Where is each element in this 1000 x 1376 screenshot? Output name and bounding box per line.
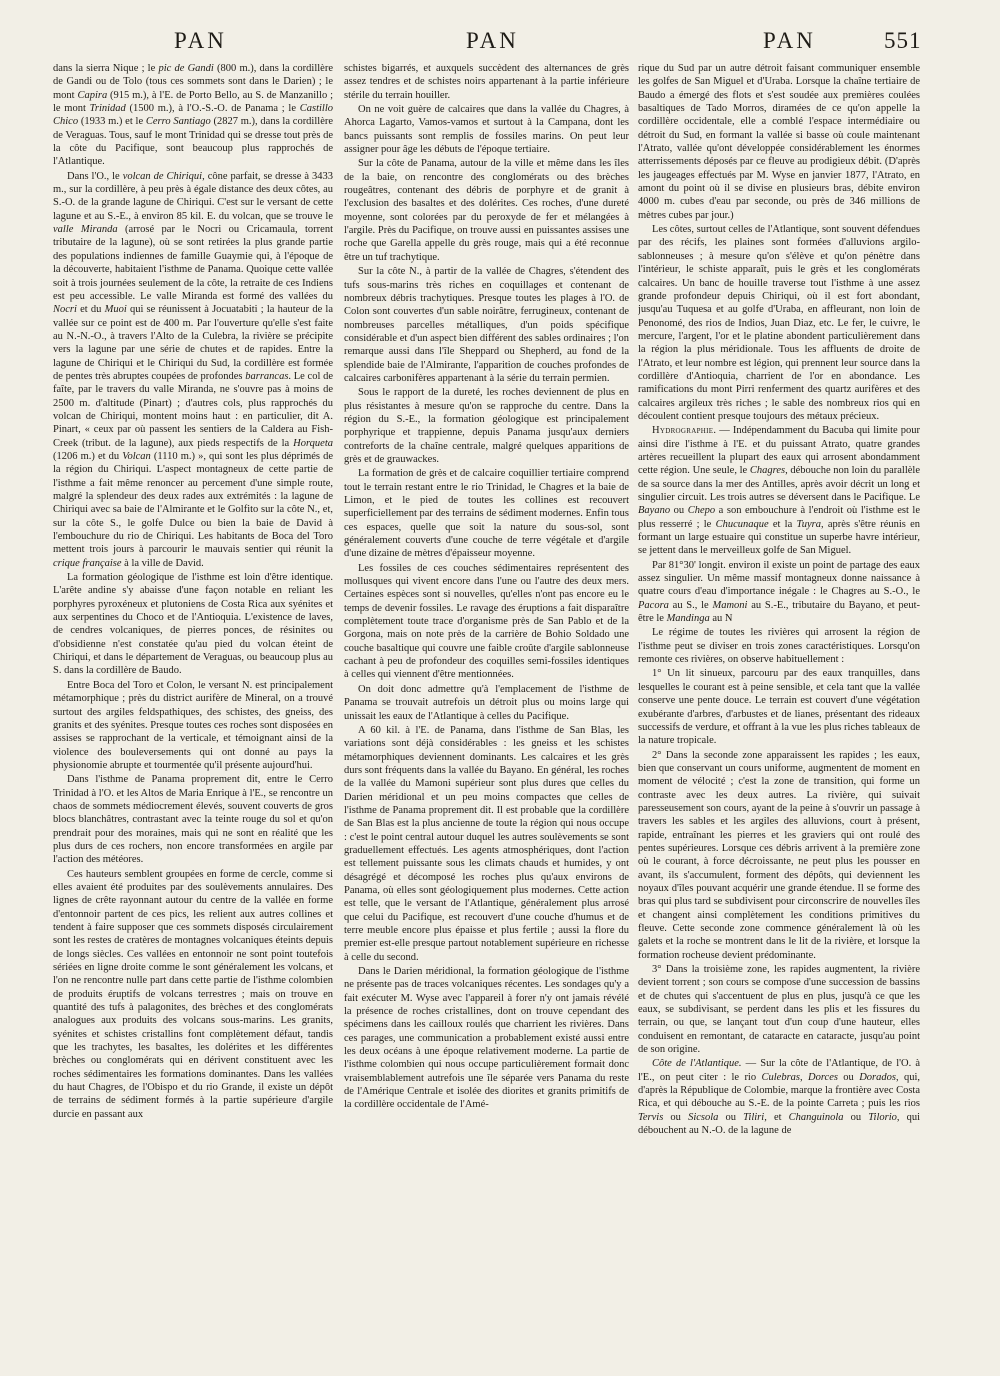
page-number: 551: [884, 28, 922, 53]
article-paragraph: On ne voit guère de calcaires que dans la vallée du Chagres, à Ahorca Lagarto, Vamos-vamos et surtout à la Campana, dont les bancs puissants sont remplis de fossiles marins. On peut leur assigner pour âge les débuts de l'époque tertiaire.: [344, 104, 629, 156]
article-paragraph: Par 81°30' longit. environ il existe un point de partage des eaux assez singulier. Un même massif montagneux donne naissance à quatre cours d'eau d'importance inégale : le Chagres au S.-O., le Pacora au S., le Mamoni au S.-E., tributaire du Bayano, et peut-être le Mandinga au N: [638, 559, 920, 625]
text-column-3: [638, 62, 920, 1352]
running-head: [0, 28, 1000, 58]
running-head-center: PAN: [466, 28, 519, 53]
article-paragraph: 3° Dans la troisième zone, les rapides augmentent, la rivière devient torrent ; son cours se compose d'une succession de bassins et de chutes qui s'accentuent de plus en plus, jusqu'à ce que les eaux, se subdivisant, se perdent dans les plis et les fissures du terrain, ou que, se lançant tout d'un coup d'une hauteur, elles conduisent en remontant, de cataracte en cataracte, jusqu'au point de son origine.: [638, 964, 920, 1056]
article-paragraph: schistes bigarrés, et auxquels succèdent des alternances de grès assez tendres et de schistes noirs appartenant à la partie inférieure stérile du terrain houiller.: [344, 63, 629, 101]
article-paragraph: Sous le rapport de la dureté, les roches deviennent de plus en plus résistantes à mesure qu'on se rapproche du centre. Dans la région du S.-E., la formation géologique est principalement porphyrique et trappienne, depuis Panama jusqu'aux derniers contreforts de la chaîne centrale, malgré quelques apparitions de grès et de grauwackes.: [344, 387, 629, 465]
article-paragraph: rique du Sud par un autre détroit faisant communiquer ensemble les golfes de San Miguel et d'Uraba. Lorsque la chaîne tertiaire de Baudo a émergé des flots et s'est soudée aux premières coulées basaltiques de Tado Morros, diramées de ce qu'on appelle la cordillère occidentale, elle a comblé l'espace intermédiaire ou détroit du Sud, en formant la vallée si basse où coule maintenant l'Atrato, vallée qu'ont développée considérablement les énormes atterrissements déposés par ce fleuve au prodigieux débit. (D'après les jaugeages effectués par M. Wyse en janvier 1877, l'Atrato, en amont du point où il se divise en plusieurs bras, débite environ 4000 m. cubes d'eau par seconde, ou près de 346 millions de mètres cubes par jour.): [638, 63, 920, 221]
article-paragraph: Hydrographie. — Indépendamment du Bacuba qui limite pour ainsi dire l'isthme à l'E. et du puissant Atrato, quatre grandes artères recueillent la plupart des eaux qui arrosent abondamment cette région. Une seule, le Chagres, débouche non loin du parallèle de sa source dans la mer des Antilles, après avoir décrit un long et singulier circuit. Les trois autres se déversent dans le Pacifique. Le Bayano ou Chepo a son embouchure à l'endroit où l'isthme est le plus resserré ; le Chucunaque et la Tuyra, après s'être réunis en formant un large estuaire qui constitue un superbe havre intérieur, se jettent dans le merveilleux golfe de San Miguel.: [638, 425, 920, 557]
running-head-left: PAN: [174, 28, 227, 53]
article-paragraph: Ces hauteurs semblent groupées en forme de cercle, comme si elles avaient été produites par des soulèvements annulaires. Des lignes de crête rayonnant autour du centre de la vallée en forme d'entonnoir partent de ces pics, les relient aux autres collines et tendent à faire supposer que ces sommets disposés circulairement sont les restes de cratères de montagnes volcaniques éteints depuis de longs siècles. Ces vallées en entonnoir ne sont point toutefois sériées en ligne droite comme le sont généralement les volcans, et l'on ne rencontre nulle part dans cette partie de l'isthme colombien de produits éruptifs de volcans terrestres ; mais on trouve en quantité des tufs à palagonites, des brèches et des conglomérats analogues aux produits des volcans sous-marins. Les granits, syénites et schistes cristallins font complètement défaut, tandis que les trachytes, les basaltes, les dolérites et les différentes brèches ou conglomérats qui en dérivent constituent avec les roches sédimentaires les formations dominantes. Dans les vallées du haut Chagres, de l'Obispo et du rio Grande, il existe un dépôt de terrains de sédiment formés à la partie supérieure d'argile durcie en passant aux: [53, 868, 333, 1120]
article-paragraph: Les fossiles de ces couches sédimentaires représentent des mollusques qui vivent encore dans l'une ou l'autre des deux mers. Certaines espèces sont si nouvelles, qu'elles n'ont pas encore eu le temps de devenir fossiles. Le ravage des éruptions a fait disparaître complètement toute trace d'organisme près de San Pablo et de la Gorgona, mais on note près de la carrière de Bohio Soldado une couche basaltique qui couvre une faible croûte d'argile sablonneuse cachant à peu de profondeur des coquilles semi-fossiles identiques à celles qui viennent d'être mentionnées.: [344, 562, 629, 681]
article-paragraph: Côte de l'Atlantique. — Sur la côte de l'Atlantique, de l'O. à l'E., on peut citer : le rio Culebras, Dorces ou Dorados, qui, d'après la République de Colombie, marque la frontière avec Costa Rica, et qui débouche au S.-E. de la pointe Carreta ; puis les rios Tervis ou Sicsola ou Tiliri, et Changuinola ou Tilorio, qui débouchent au N.-O. de la lagune de: [638, 1058, 920, 1137]
text-column-1: [53, 62, 333, 1352]
running-head-right: PAN: [763, 28, 816, 53]
article-paragraph: dans la sierra Nique ; le pic de Gandi (800 m.), dans la cordillère de Gandi ou de Tolo (tous ces sommets sont dans le Darien) ; le mont Capira (915 m.), à l'E. de Porto Bello, au S. de Manzanillo ; le mont Trinidad (1500 m.), à l'O.-S.-O. de Panama ; le Castillo Chico (1933 m.) et le Cerro Santiago (2827 m.), dans la cordillère de Veraguas. Tous, sauf le mont Trinidad qui se dresse tout près de la côte du Pacifique, sont beaucoup plus rapprochés de l'Atlantique.: [53, 63, 333, 168]
article-paragraph: 1° Un lit sinueux, parcouru par des eaux tranquilles, dans lesquelles le courant est à peine sensible, et cela tant que la vallée conserve une pente douce. Le terrain est couvert d'une végétation exubérante d'arbres, d'arbustes et de lianes, présentant des rideaux successifs de verdure, et offrant à la vue les plus riches tableaux de la nature tropicale.: [638, 668, 920, 747]
article-paragraph: Les côtes, surtout celles de l'Atlantique, sont souvent défendues par des récifs, les plaines sont formées d'alluvions argilo-sablonneuses ; à mesure qu'on s'élève et qu'on pénètre dans l'intérieur, le schiste apparaît, puis le grès et les conglomérats calcaires. Un banc de houille traverse tout l'isthme à une assez grande profondeur depuis Chiriqui, où il est fort abondant, jusqu'au Tuquesa et au golfe d'Uraba, en affleurant, non loin de Penonomé, des rios de Indios, Juan Diaz, etc. Le fer, le cuivre, le mercure, l'argent, l'or et le platine abondent particulièrement dans la région la plus méridionale. Tous les affluents de droite de l'Atrato, et leur nombre est légion, qui prennent leur source dans la cordillère d'Antioquia, charrient de l'or en abondance. Les ramifications du mont Pirri renferment des quartz aurifères et des calcaires argileux très riches ; le sable des nombreux rios qui en découlent contient presque toujours des métaux précieux.: [638, 224, 920, 422]
article-paragraph: Sur la côte N., à partir de la vallée de Chagres, s'étendent des tufs sous-marins très riches en coquillages et contenant de nombreux débris trachytiques. Presque toutes les plages à l'O. de Colon sont couvertes d'un sable noirâtre, ferrugineux, contenant de nombreuses parcelles métalliques, d'un poids spécifique considérable et d'un aspect bien différent des sables ordinaires ; l'on remarque aussi dans l'île Sheppard ou Shepherd, au fond de la splendide baie de l'Almirante, l'apparition de couches profondes de calcaires carbonifères appartenant à la série du terrain permien.: [344, 266, 629, 384]
article-paragraph: A 60 kil. à l'E. de Panama, dans l'isthme de San Blas, les variations sont déjà considérables : les gneiss et les schistes métamorphiques deviennent dominants. Les calcaires et les grès durs sont fréquents dans la vallée du Bayano. En général, les roches de la vallée du Mamoni supérieur sont plus dures que celles du Darien méridional et un peu moins compactes que celles de l'isthme de Panama proprement dit. Il est probable que la cordillère de San Blas est la plus ancienne de toute la région qui nous occupe : c'est le point central autour duquel les autres soulèvements se sont graduellement effectués. Les agents atmosphériques, dont l'action est tellement puissante sous les climats chauds et humides, y ont désagrégé et décomposé les roches plus qu'aux environs de Panama, où elles sont géologiquement plus modernes. Cette action est telle, que le versant de l'Atlantique, généralement plus arrosé que celui du Pacifique, est recouvert d'une couche d'humus et de terre meuble encore plus épaisse et plus fertile ; aussi la flore du premier est-elle presque partout notablement supérieure en richesse à celle du second.: [344, 724, 629, 963]
article-paragraph: Entre Boca del Toro et Colon, le versant N. est principalement métamorphique ; près du district aurifère de Mineral, on a trouvé surtout des argiles feldspathiques, des schistes, des gneiss, des granits et des syénites. Presque toutes ces roches sont disposées en assises se rapprochant de la verticale, et témoignant ainsi de la violence des bouleversements qui ont donné au pays la physionomie abrupte et tourmentée qu'il présente aujourd'hui.: [53, 679, 333, 771]
article-paragraph: La formation de grès et de calcaire coquillier tertiaire comprend tout le terrain restant entre le rio Trinidad, le Chagres et la baie de Limon, et le pied de toutes les collines est recouvert superficiellement par des terrains de sédiment modernes. Enfin tous ces espaces, quelle que soit la nature du sous-sol, sont généralement couverts d'une couche de terre végétale et d'argile d'une dizaine de mètres d'épaisseur moyenne.: [344, 468, 629, 560]
article-paragraph: Sur la côte de Panama, autour de la ville et même dans les îles de la baie, on rencontre des conglomérats ou des brèches rougeâtres, contenant des débris de porphyre et de granit à l'exclusion des basaltes et des dolérites. Ces roches, d'une dureté moyenne, sont colorées par du peroxyde de fer et mélangées à l'argile. Près du Pacifique, on trouve aussi en puissantes assises une roche que Garella appelle du grès rouge, mais qui a été reconnue être un tuf trachytique.: [344, 158, 629, 263]
article-paragraph: Le régime de toutes les rivières qui arrosent la région de l'isthme peut se diviser en trois zones caractéristiques. Lorsqu'on remonte ces rivières, on observe habituellement :: [638, 627, 920, 666]
text-column-2: [344, 62, 629, 1352]
article-paragraph: Dans le Darien méridional, la formation géologique de l'isthme ne présente pas de traces volcaniques récentes. Les sondages qu'y a fait exécuter M. Wyse avec l'appareil à forer n'y ont jamais révélé la présence de roches cristallines, dont on trouve cependant des spécimens dans les cailloux roulés que charrient les rivières. Dans ces parages, une communication a probablement existé aussi entre les deux océans à une époque relativement moderne. La partie de l'isthme colombien qui nous occupe particulièrement formait donc vraisemblablement autrefois une île séparée vers Panama du reste de l'Amérique Centrale et isolée des diorites et granits primitifs de la cordillère occidentale de l'Amé-: [344, 966, 629, 1111]
article-paragraph: 2° Dans la seconde zone apparaissent les rapides ; les eaux, bien que conservant un cours uniforme, augmentent de moment en moment de vélocité ; c'est la zone de transition, qui forme un contraste avec les deux autres. La rivière, qui suivait paresseusement son cours, ayant de la peine à s'ouvrir un passage à travers les sables et les argiles des alluvions, court à présent, rapide, entraînant les pierres et les graviers qui ont roulé des pentes supérieures. Lorsque ces débris arrivent à la première zone où le courant, à force décroissante, ne peut plus les pousser en avant, ils s'accumulent, forment des dépôts, qui deviennent les noyaux d'îles pouvant acquérir une grande étendue. Il se forme des bras qui plus tard se subdivisent pour circonscrire de nouvelles îles et changent ainsi complètement les conditions primitives du fleuve. Cette seconde zone commence généralement là où les galets et la roche se montrent dans le lit de la rivière, et lorsque la formation rocheuse devient prédominante.: [638, 749, 920, 961]
article-paragraph: La formation géologique de l'isthme est loin d'être identique. L'arête andine s'y abaisse d'une façon notable en reliant les porphyres pyroxéneux et plutoniens de Costa Rica aux syénites et aux serpentines du Choco et de l'Antioquia. L'existence de laves, de cendres volcaniques, de pierres ponces, de résinites ou d'obsidienne n'est constatée qu'au pied du volcan éteint de Chiriqui, et dans le département de Veraguas, ou beaucoup plus au S. dans la cordillère de Baudo.: [53, 572, 333, 677]
article-paragraph: On doit donc admettre qu'à l'emplacement de l'isthme de Panama se trouvait autrefois un détroit plus ou moins large qui unissait les eaux de l'Atlantique à celles du Pacifique.: [344, 683, 629, 722]
article-paragraph: Dans l'O., le volcan de Chiriqui, cône parfait, se dresse à 3433 m., sur la cordillère, à peu près à égale distance des deux côtes, au S.-O. de la grande lagune de Chiriqui. C'est sur le versant de cette lagune et au S.-E., à environ 85 kil. E. du volcan, que se trouve le valle Miranda (arrosé par le Nocri ou Cricamaula, torrent tributaire de la lagune), où se sont retirées la plus grande partie des populations indiennes de famille Guaymie qui, à l'époque de la découverte, habitaient l'isthme de Panama. Quoique cette vallée soit à trois journées seulement de la côte, la retraite de ces Indiens est peu accessible. Le valle Miranda est formé des vallées du Nocri et du Muoi qui se réunissent à Jocuatabiti ; la hauteur de la vallée sur ce point est de 400 m. Par l'ouverture qu'elle s'est faite au N.-N.-O., à travers l'Alto de la Culebra, la rivière se précipite vers la lagune par une série de chutes et de rapides. Entre la lagune de Chiriqui et le Chiriqui du Sud, la cordillère est formée de pentes très abruptes coupées de profondes barrancas. Le col de faîte, par le travers du valle Miranda, ne s'ouvre pas à moins de 2500 m. d'altitude (Pinart) ; d'autres cols, plus rapprochés du volcan de Chiriqui, montent moins haut : en particulier, dit A. Pinart, « ceux par où passent les sentiers de la Caldera au Fish-Creek (tribut. de la lagune), aux pieds respectifs de la Horqueta (1206 m.) et du Volcan (1110 m.) », qui sont les plus déprimés de la région du Chiriqui. L'aspect montagneux de cette partie de l'isthme a fait même renoncer au percement d'une simple route, malgré la splendeur des deux rades aux extrémités : la lagune de Chiriqui avec sa baie de l'Almirante et le Golfito sur la côte N., et, sur la côte S., le golfe Dulce ou bien la baie de David à l'embouchure du rio de Chiriqui. Les habitants de Boca del Toro mettent trois jours à parcourir le mauvais sentier qui réunit la crique française à la ville de David.: [53, 170, 333, 569]
article-paragraph: Dans l'isthme de Panama proprement dit, entre le Cerro Trinidad à l'O. et les Altos de Maria Enrique à l'E., se rencontre un chaos de sommets médiocrement élevés, souvent couverts de gros blocs blanchâtres, contrastant avec la teinte rouge du sol et qu'on prendrait pour des moraines, mais qui ne sont en réalité que les plus durs de ces rochers, non encore transformées en argile par l'action des météores.: [53, 774, 333, 866]
